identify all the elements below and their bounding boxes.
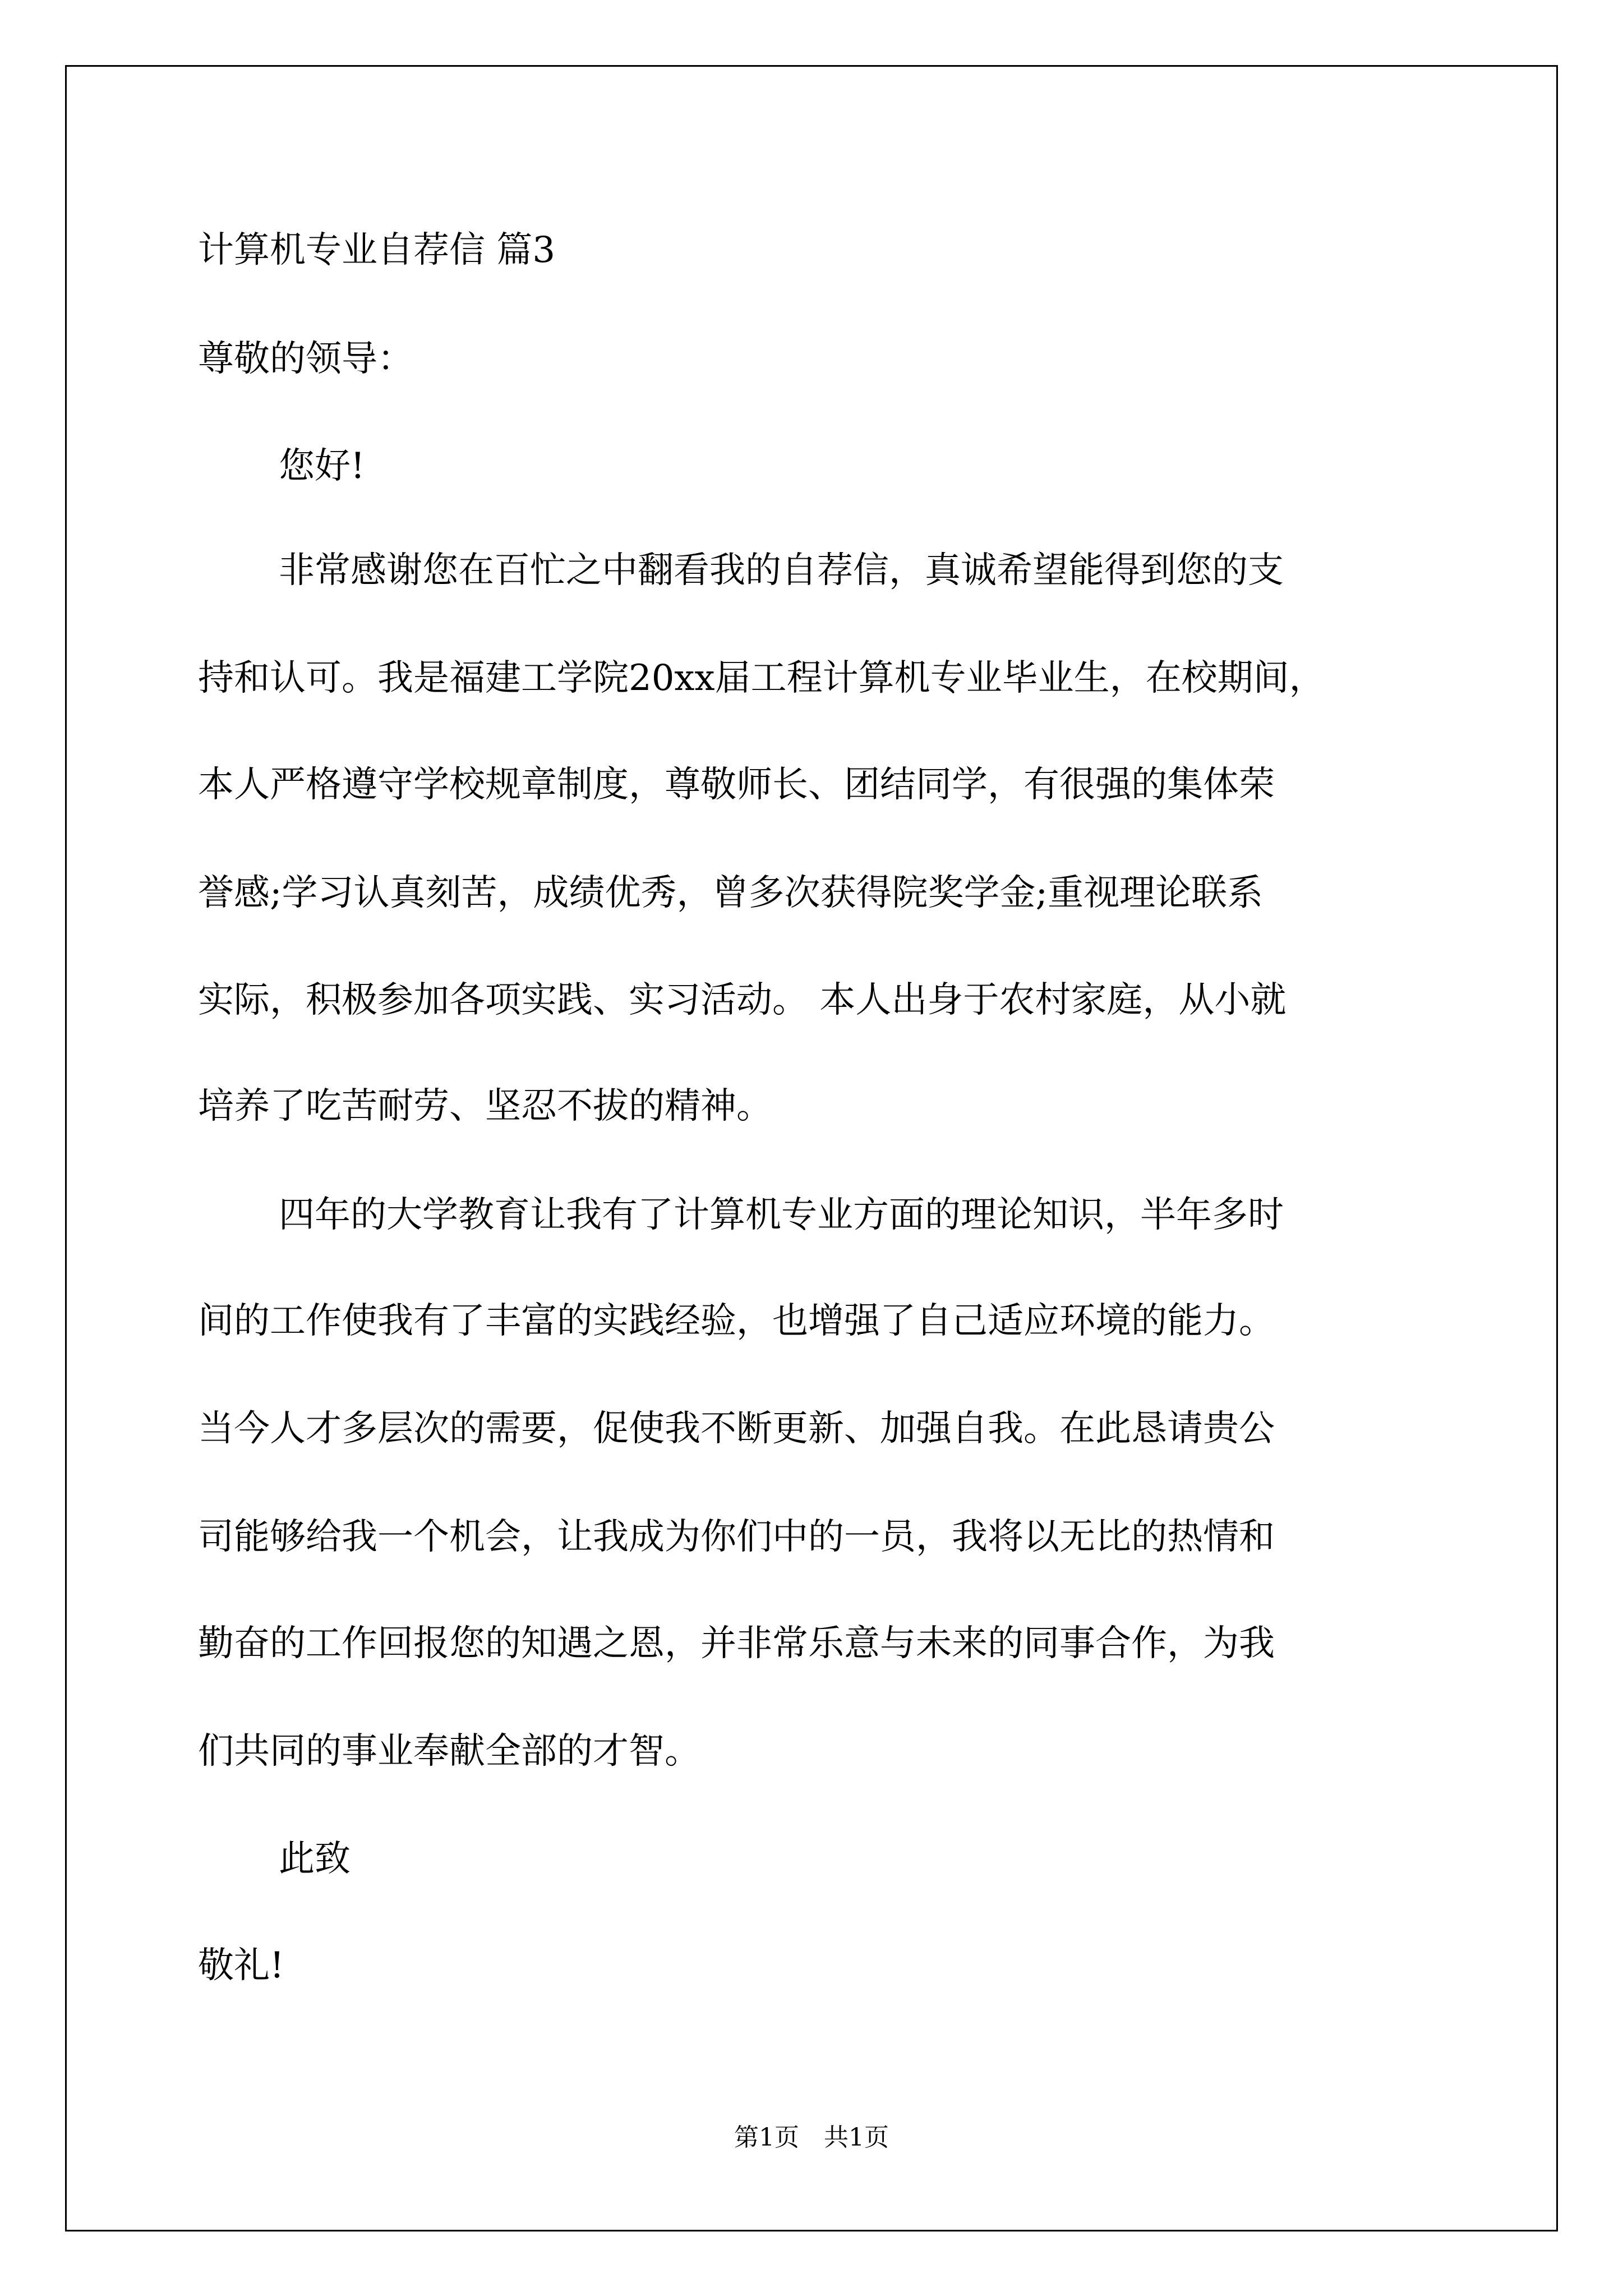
paragraph1-line: 实际，积极参加各项实践、实习活动。 本人出身于农村家庭，从小就 (198, 979, 1287, 1021)
paragraph1-line: 持和认可。我是福建工学院20xx届工程计算机专业毕业生，在校期间， (198, 657, 1325, 699)
paragraph2-line: 司能够给我一个机会，让我成为你们中的一员，我将以无比的热情和 (198, 1516, 1275, 1558)
paragraph2-line: 勤奋的工作回报您的知遇之恩，并非常乐意与未来的同事合作，为我 (198, 1623, 1275, 1664)
letter-body (198, 0, 1424, 2296)
paragraph2-line: 们共同的事业奉献全部的才智。 (198, 1731, 700, 1772)
closing-jing-li: 敬礼! (198, 1945, 284, 1986)
closing-ci-zhi: 此致 (279, 1838, 351, 1880)
paragraph1-line: 非常感谢您在百忙之中翻看我的自荐信，真诚希望能得到您的支 (279, 550, 1284, 591)
paragraph2-line: 间的工作使我有了丰富的实践经验，也增强了自己适应环境的能力。 (198, 1300, 1275, 1342)
paragraph2-line: 四年的大学教育让我有了计算机专业方面的理论知识，半年多时 (279, 1194, 1284, 1236)
paragraph2-line: 当今人才多层次的需要，促使我不断更新、加强自我。在此恳请贵公 (198, 1408, 1275, 1450)
page-footer: 第1页 共1页 (734, 2123, 889, 2152)
paragraph1-line: 本人严格遵守学校规章制度，尊敬师长、团结同学，有很强的集体荣 (198, 764, 1275, 806)
paragraph1-line: 培养了吃苦耐劳、坚忍不拔的精神。 (198, 1085, 772, 1127)
paragraph1-line: 誉感;学习认真刻苦，成绩优秀，曾多次获得院奖学金;重视理论联系 (198, 872, 1264, 914)
letter-title: 计算机专业自荐信 篇3 (198, 229, 556, 271)
greeting: 您好! (279, 445, 365, 487)
salutation: 尊敬的领导： (198, 338, 413, 380)
